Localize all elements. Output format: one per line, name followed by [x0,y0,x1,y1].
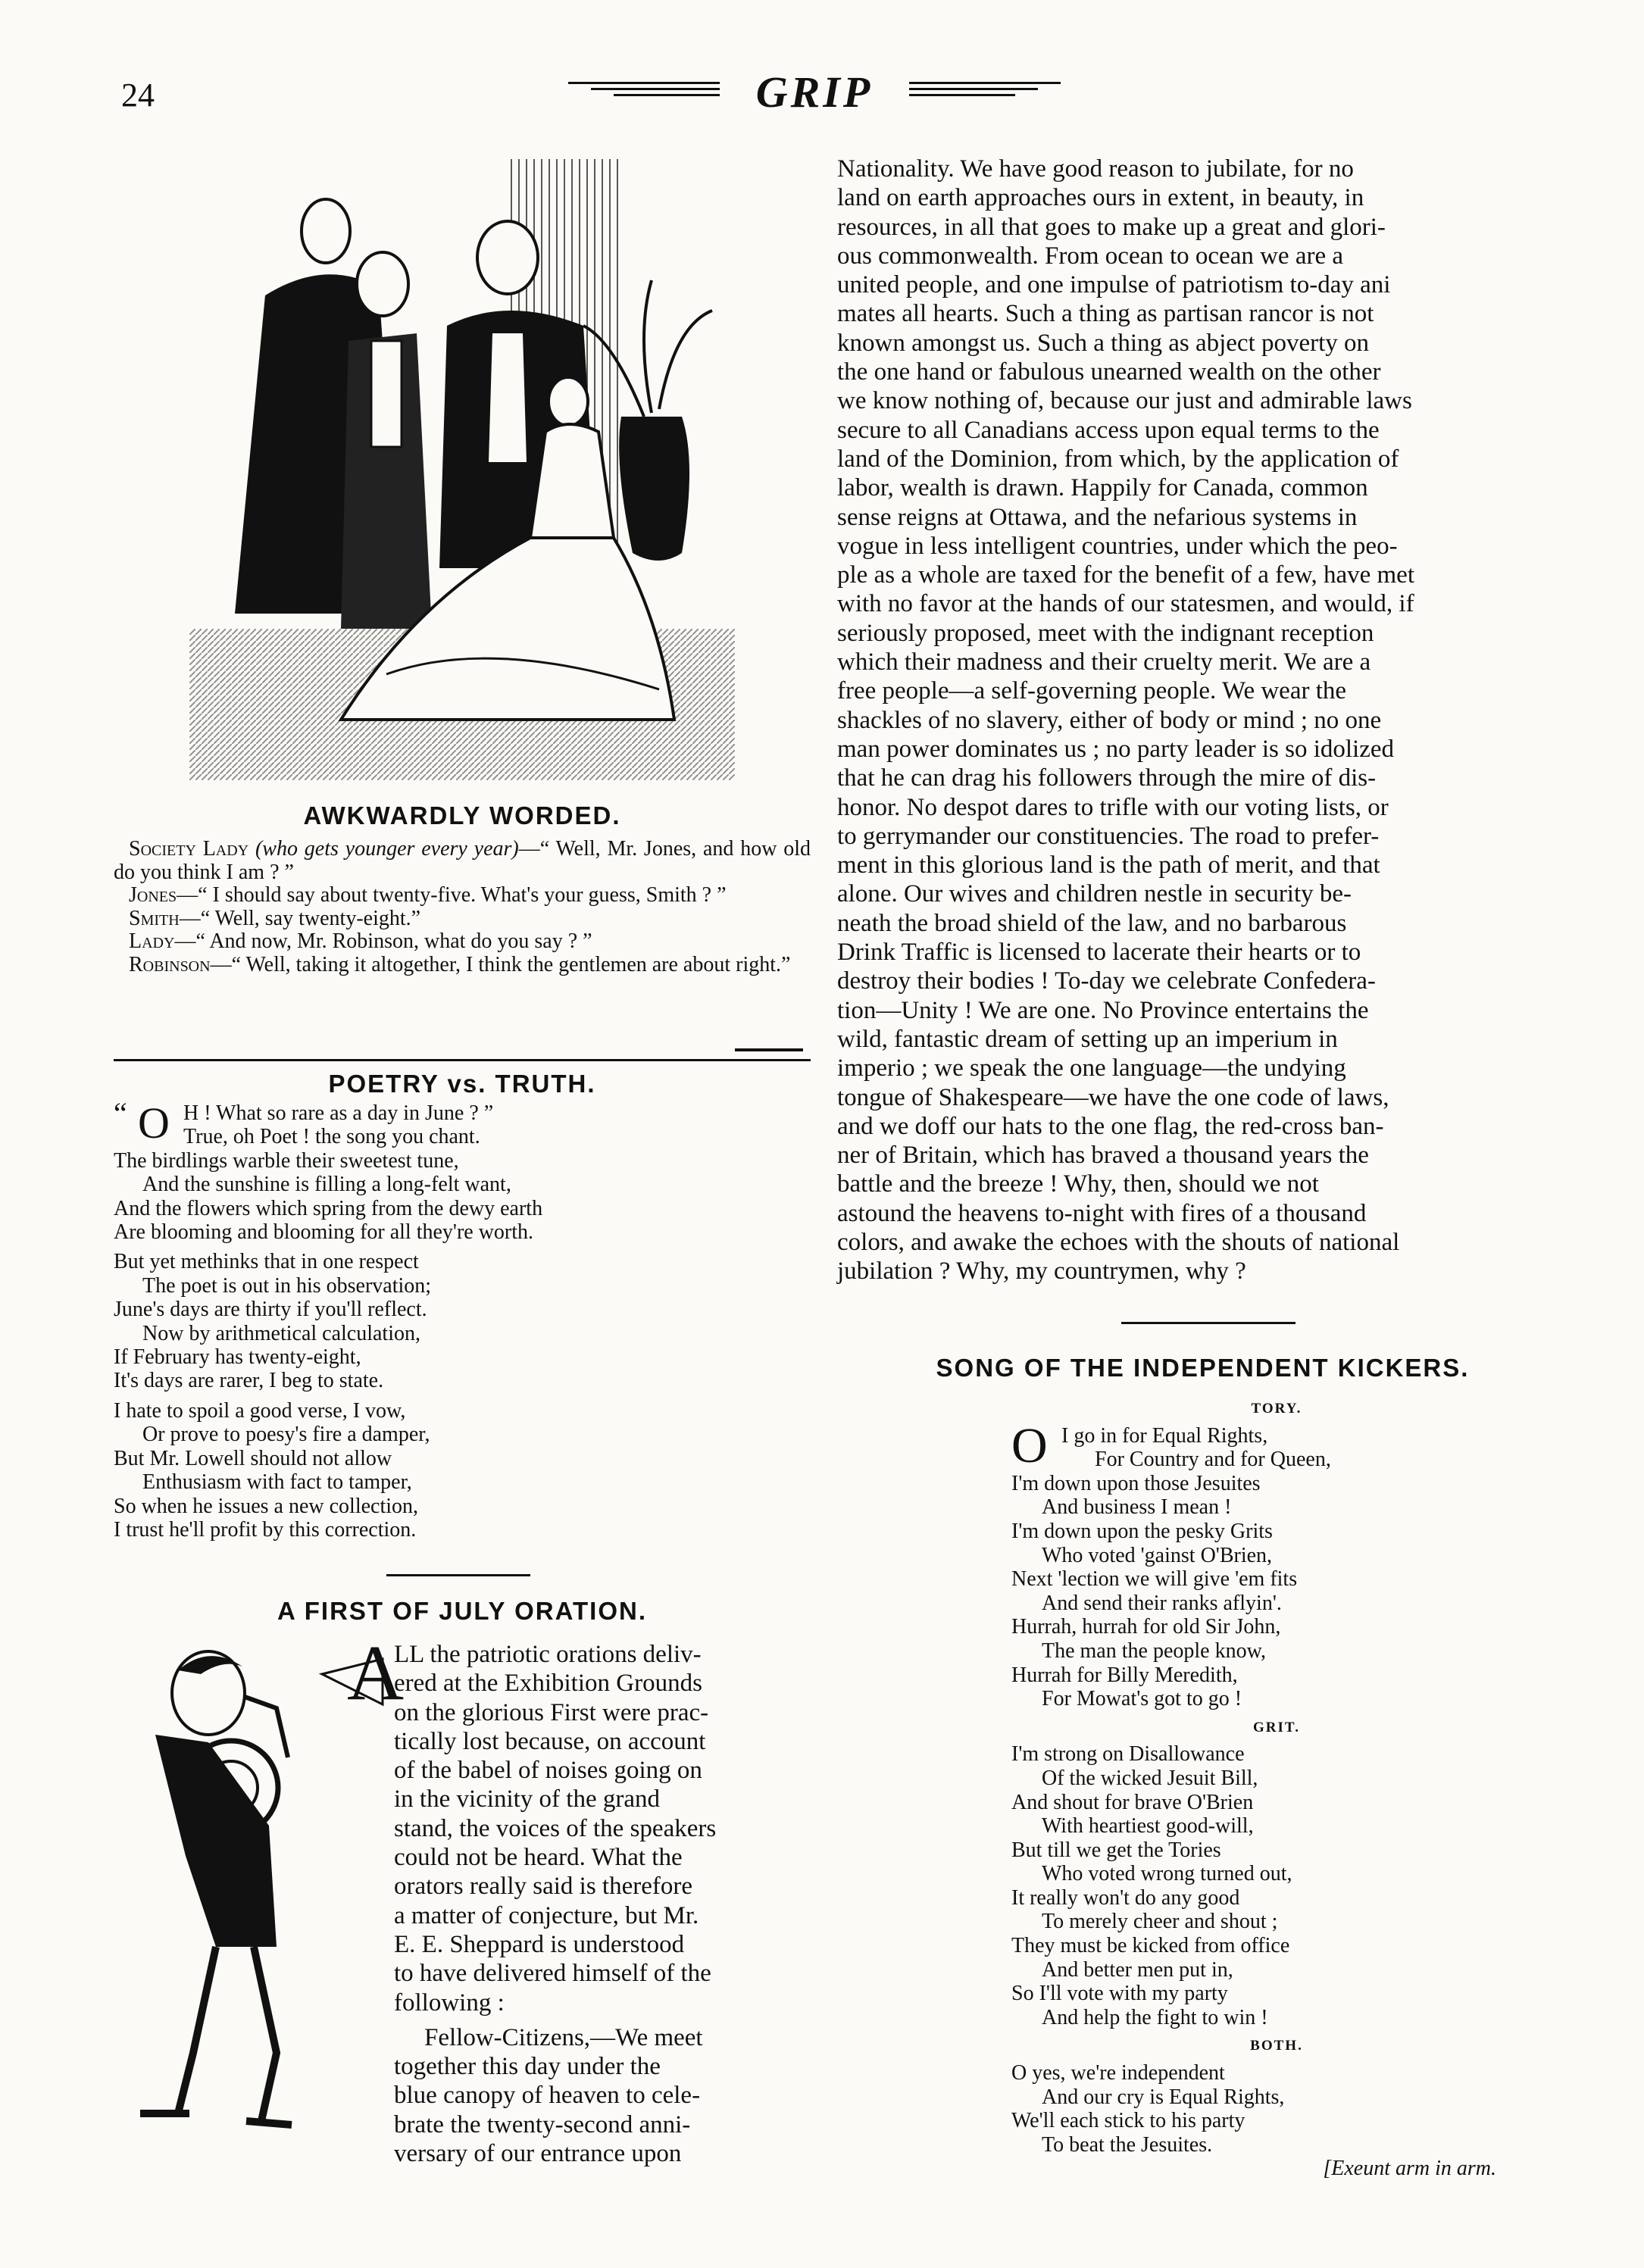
poem-line: I hate to spoil a good verse, I vow, [114,1398,406,1423]
poem-line: Or prove to poesy's fire a damper, [142,1423,430,1447]
dialog-line [114,884,811,908]
masthead [568,67,1061,120]
song-line: I'm strong on Disallowance [1011,1742,1245,1767]
oration-line: stand, the voices of the speakers [394,1814,717,1842]
drop-cap-a: A [347,1629,405,1717]
song-line: For Mowat's got to go ! [1042,1687,1242,1711]
poem-line: I trust he'll profit by this correction. [114,1517,417,1542]
oration-line: vogue in less intelligent countries, under which the peo- [837,532,1398,560]
song-line: For Country and for Queen, [1095,1448,1331,1472]
oration-line: Fellow-Citizens,—We meet [424,2023,703,2051]
song-line: The man the people know, [1042,1639,1266,1663]
oration-line: LL the patriotic orations deliv- [394,1641,702,1668]
poem-line: June's days are thirty if you'll reflect. [114,1298,427,1322]
song-title: SONG OF THE INDEPENDENT KICKERS. [936,1354,1470,1382]
song-line: Who voted 'gainst O'Brien, [1042,1543,1273,1567]
oration-line: seriously proposed, meet with the indignant reception [837,619,1374,647]
song-line: To beat the Jesuites. [1042,2132,1213,2157]
poem-line: But Mr. Lowell should not allow [114,1446,392,1470]
oration-line: shackles of no slavery, either of body or mind ; no one [837,706,1382,734]
song-body [1011,1397,1542,2181]
oration-line: ered at the Exhibition Grounds [394,1670,702,1698]
oration-line: colors, and awake the echoes with the shouts of national [837,1228,1400,1256]
oration-line: known amongst us. Such a thing as abject poverty on [837,329,1370,357]
song-line: Hurrah, hurrah for old Sir John, [1011,1615,1281,1639]
song-line: And business I mean ! [1042,1495,1232,1520]
poem-stanza [114,1096,811,1245]
dialog-line [114,930,811,954]
oration-line: following : [394,1988,505,2017]
oration-line: mates all hearts. Such a thing as partisan rancor is not [837,300,1374,328]
oration-line: blue canopy of heaven to cele- [394,2082,701,2110]
poem-line: Enthusiasm with fact to tamper, [142,1470,412,1495]
poem-line: And the flowers which spring from the dewy earth [114,1196,543,1220]
oration-line: united people, and one impulse of patriotism to-day ani [837,271,1391,299]
oration-line: orators really said is therefore [394,1873,693,1901]
oration-line: the one hand or fabulous unearned wealth on the other [837,358,1381,386]
drop-cap-o: O [1011,1417,1048,1473]
poem-line: Now by arithmetical calculation, [142,1321,420,1345]
oration-line: land of the Dominion, from which, by the application of [837,445,1399,473]
open-quote: “ [114,1096,127,1130]
oration-line: and we doff our hats to the one flag, the red-cross ban- [837,1112,1384,1140]
oration-line: resources, in all that goes to make up a great and glori- [837,213,1386,241]
oration-lead-paragraph [347,1629,818,2017]
stage-direction: (who gets younger every year) [255,837,519,861]
speaker-name: Robinson [129,952,211,976]
dialog-text: —“ Well, say twenty-eight.” [179,906,421,930]
oration-line: of the babel of noises going on [394,1757,702,1785]
masthead-title: GRIP [755,67,874,117]
oration-title: A FIRST OF JULY ORATION. [277,1597,648,1625]
oration-line: on the glorious First were prac- [394,1698,709,1726]
oration-line: battle and the breeze ! Why, then, should we not [837,1170,1319,1198]
poem-line: If February has twenty-eight, [114,1345,361,1370]
poetry-section [114,1070,811,1548]
oration-line: in the vicinity of the grand [394,1785,660,1813]
speaker-name: Smith [129,906,180,930]
awkward-section [114,801,811,976]
oration-line: labor, wealth is drawn. Happily for Canada, common [837,474,1368,502]
oration-line: together this day under the [394,2053,661,2081]
song-line: And our cry is Equal Rights, [1042,2085,1285,2109]
song-line: And send their ranks aflyin'. [1042,1591,1282,1615]
poem-stanza [114,1250,811,1392]
poetry-end-rule [386,1574,530,1576]
horn-player-illustration [95,1629,390,2182]
oration-line: ner of Britain, which has braved a thousand years the [837,1142,1369,1170]
oration-line: man power dominates us ; no party leader is so idolized [837,735,1394,763]
song-line: I'm down upon those Jesuites [1011,1471,1261,1495]
oration-line: E. E. Sheppard is understood [394,1930,685,1958]
oration-line: wild, fantastic dream of setting up an imperium in [837,1025,1338,1053]
oration-line: honor. No despot dares to trifle with our voting lists, or [837,793,1389,821]
awkward-dialog [114,838,811,976]
poem-line: It's days are rarer, I beg to state. [114,1369,384,1393]
oration-line: astound the heavens to-night with fires of a thousand [837,1199,1367,1227]
song-party-label: BOTH. [1250,2038,1303,2054]
drop-cap-o: O [138,1098,170,1148]
oration-speech-start [394,2023,818,2168]
song-body-wrap [1011,1392,1542,2181]
section-divider [114,1059,811,1061]
song-line: I'm down upon the pesky Grits [1011,1519,1273,1543]
oration-line: ple as a whole are taxed for the benefit of a few, have met [837,561,1414,589]
poem-line-text: H ! What so rare as a day in June ? ” [183,1101,494,1125]
oration-line: neath the broad shield of the law, and no barbarous [837,909,1347,937]
oration-line: which their madness and their cruelty merit. We are a [837,648,1371,676]
song-line: Who voted wrong turned out, [1042,1862,1292,1886]
short-rule [735,1048,803,1051]
oration-line: Drink Traffic is licensed to lacerate their hearts or to [837,939,1361,967]
song-party-label: TORY. [1251,1401,1302,1417]
poem-line: But yet methinks that in one respect [114,1250,419,1274]
song-party-label: GRIT. [1253,1719,1300,1735]
right-divider [1121,1322,1296,1324]
oration-line: tion—Unity ! We are one. No Province entertains the [837,996,1369,1024]
oration-line: tongue of Shakespeare—we have the one code of laws, [837,1083,1389,1111]
oration-line: alone. Our wives and children nestle in security be- [837,880,1352,908]
oration-line: land on earth approaches ours in extent, in beauty, in [837,184,1364,212]
poem-line: True, oh Poet ! the song you chant. [183,1125,480,1149]
oration-line: free people—a self-governing people. We wear the [837,677,1347,705]
oration-line: ment in this glorious land is the path of merit, and that [837,851,1380,879]
oration-line: destroy their bodies ! To-day we celebrate Confedera- [837,967,1376,995]
oration-line: Nationality. We have good reason to jubilate, for no [837,155,1354,183]
oration-line: we know nothing of, because our just and admirable laws [837,387,1412,415]
song-line: Of the wicked Jesuit Bill, [1042,1766,1258,1790]
poem-stanza [114,1399,811,1542]
oration-line: secure to all Canadians access upon equal terms to the [837,416,1380,444]
oration-line: tically lost because, on account [394,1727,706,1755]
dialog-text: —“ Well, Mr. Jones, and how old do you think I am ? ” [114,837,811,884]
exeunt-direction: [Exeunt arm in arm. [1323,2157,1496,2181]
song-line: And help the fight to win ! [1042,2005,1268,2029]
dialog-text: —“ Well, taking it altogether, I think the gentlemen are about right.” [210,952,791,976]
dialog-line [114,908,811,931]
song-line: To merely cheer and shout ; [1042,1910,1278,1934]
song-line: We'll each stick to his party [1011,2109,1246,2133]
society-illustration [189,144,735,795]
oration-line: ous commonwealth. From ocean to ocean we are a [837,242,1344,270]
poem-line: The birdlings warble their sweetest tune, [114,1148,459,1173]
oration-title-wrap [114,1597,811,1626]
dialog-text: —“ And now, Mr. Robinson, what do you say ? ” [174,929,592,953]
dialog-line [114,954,811,977]
song-section [837,1354,1568,1382]
poetry-body [114,1096,811,1542]
song-line: But till we get the Tories [1011,1838,1221,1862]
oration-line: that he can drag his followers through the mire of dis- [837,764,1377,792]
oration-line: to have delivered himself of the [394,1960,711,1988]
dialog-line [114,838,811,884]
page-number: 24 [121,77,155,114]
oration-continuation-text [837,155,1568,1286]
song-line: And better men put in, [1042,1957,1233,1982]
speaker-name: Society Lady [129,837,249,861]
oration-line: jubilation ? Why, my countrymen, why ? [837,1257,1246,1286]
poem-line: And the sunshine is filling a long-felt want, [142,1173,511,1197]
poetry-title: POETRY vs. TRUTH. [328,1070,596,1098]
song-line: So I'll vote with my party [1011,1982,1228,2006]
song-line: Next 'lection we will give 'em fits [1011,1567,1298,1592]
song-line: They must be kicked from office [1011,1934,1290,1958]
awkward-title: AWKWARDLY WORDED. [303,801,621,829]
speaker-name: Lady [129,929,175,953]
song-line: It really won't do any good [1011,1885,1240,1910]
speaker-name: Jones [129,883,177,907]
poem-line: Are blooming and blooming for all they're worth. [114,1220,534,1245]
song-line: O yes, we're independent [1011,2061,1225,2085]
oration-line: versary of our entrance upon [394,2140,682,2168]
poem-line: The poet is out in his observation; [142,1273,432,1298]
oration-line: with no favor at the hands of our statesmen, and would, if [837,590,1414,618]
dialog-text: —“ I should say about twenty-five. What's your guess, Smith ? ” [177,883,727,907]
song-line: I go in for Equal Rights, O [1011,1417,1268,1473]
oration-line: could not be heard. What the [394,1844,683,1872]
oration-line: to gerrymander our constituencies. The road to prefer- [837,822,1380,850]
oration-line: imperio ; we speak the one language—the undying [837,1054,1346,1082]
oration-line: a matter of conjecture, but Mr. [394,1901,699,1929]
song-line: Hurrah for Billy Meredith, [1011,1663,1238,1687]
oration-opening [347,1629,818,2168]
song-line: With heartiest good-will, [1042,1814,1254,1838]
song-line: And shout for brave O'Brien [1011,1790,1254,1814]
oration-line: brate the twenty-second anni- [394,2110,691,2138]
oration-continuation [837,155,1568,1286]
poem-line: So when he issues a new collection, [114,1494,419,1518]
oration-line: sense reigns at Ottawa, and the nefarious systems in [837,503,1358,531]
